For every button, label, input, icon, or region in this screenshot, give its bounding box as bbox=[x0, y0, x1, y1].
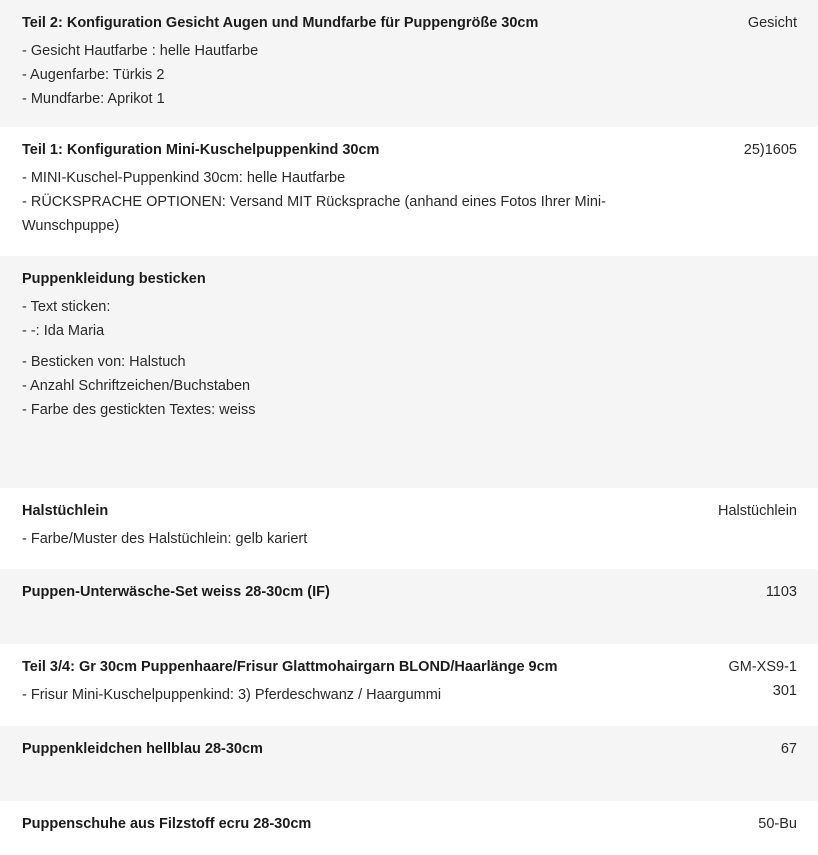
item-title: Puppenkleidung besticken bbox=[22, 271, 206, 287]
item-info bbox=[22, 500, 622, 551]
item-detail: - Augenfarbe: Türkis 2 bbox=[22, 67, 165, 83]
item-sku: 1103 bbox=[765, 584, 797, 600]
item-info bbox=[22, 813, 622, 840]
item-sku: 50-Bu bbox=[758, 816, 797, 832]
item-sku: 67 bbox=[780, 741, 797, 757]
item-detail: - Mundfarbe: Aprikot 1 bbox=[22, 91, 165, 107]
item-info bbox=[22, 12, 622, 111]
item-title: Puppen-Unterwäsche-Set weiss 28-30cm (IF) bbox=[22, 584, 330, 600]
list-item bbox=[0, 0, 818, 127]
item-sku: Gesicht bbox=[747, 15, 797, 31]
item-detail: - Farbe des gestickten Textes: weiss bbox=[22, 402, 256, 418]
item-sku: 25)1605 bbox=[743, 142, 797, 158]
item-info bbox=[22, 139, 622, 238]
item-title: Teil 3/4: Gr 30cm Puppenhaare/Frisur Glattmohairgarn BLOND/Haarlänge 9cm bbox=[22, 659, 558, 675]
list-item bbox=[0, 801, 818, 855]
item-info bbox=[22, 656, 622, 707]
item-title: Teil 2: Konfiguration Gesicht Augen und Mundfarbe für Puppengröße 30cm bbox=[22, 15, 539, 31]
item-title: Puppenkleidchen hellblau 28-30cm bbox=[22, 741, 263, 757]
item-detail: - Anzahl Schriftzeichen/Buchstaben bbox=[22, 378, 251, 394]
item-detail: - RÜCKSPRACHE OPTIONEN: Versand MIT Rücksprache (anhand eines Fotos Ihrer Mini-Wunschpuppe) bbox=[22, 194, 606, 234]
item-title: Puppenschuhe aus Filzstoff ecru 28-30cm bbox=[22, 816, 312, 832]
item-title: Halstüchlein bbox=[22, 503, 109, 519]
item-sku: Halstüchlein bbox=[718, 503, 797, 519]
item-detail: - Besticken von: Halstuch bbox=[22, 354, 186, 370]
list-item bbox=[0, 726, 818, 801]
item-info bbox=[22, 268, 622, 422]
item-title: Teil 1: Konfiguration Mini-Kuschelpuppenkind 30cm bbox=[22, 142, 380, 158]
item-detail: - Frisur Mini-Kuschelpuppenkind: 3) Pferdeschwanz / Haargummi bbox=[22, 687, 442, 703]
item-detail: - Text sticken: bbox=[22, 299, 111, 315]
item-detail: - Gesicht Hautfarbe : helle Hautfarbe bbox=[22, 43, 259, 59]
item-sku: GM-XS9-1301 bbox=[728, 659, 797, 699]
list-item bbox=[0, 256, 818, 488]
list-item bbox=[0, 569, 818, 644]
item-info bbox=[22, 581, 622, 608]
item-detail: - -: Ida Maria bbox=[22, 323, 105, 339]
item-detail: - Farbe/Muster des Halstüchlein: gelb kariert bbox=[22, 531, 308, 547]
item-detail: - MINI-Kuschel-Puppenkind 30cm: helle Hautfarbe bbox=[22, 170, 346, 186]
list-item bbox=[0, 127, 818, 256]
list-item bbox=[0, 644, 818, 726]
item-info bbox=[22, 738, 622, 765]
list-item bbox=[0, 488, 818, 569]
